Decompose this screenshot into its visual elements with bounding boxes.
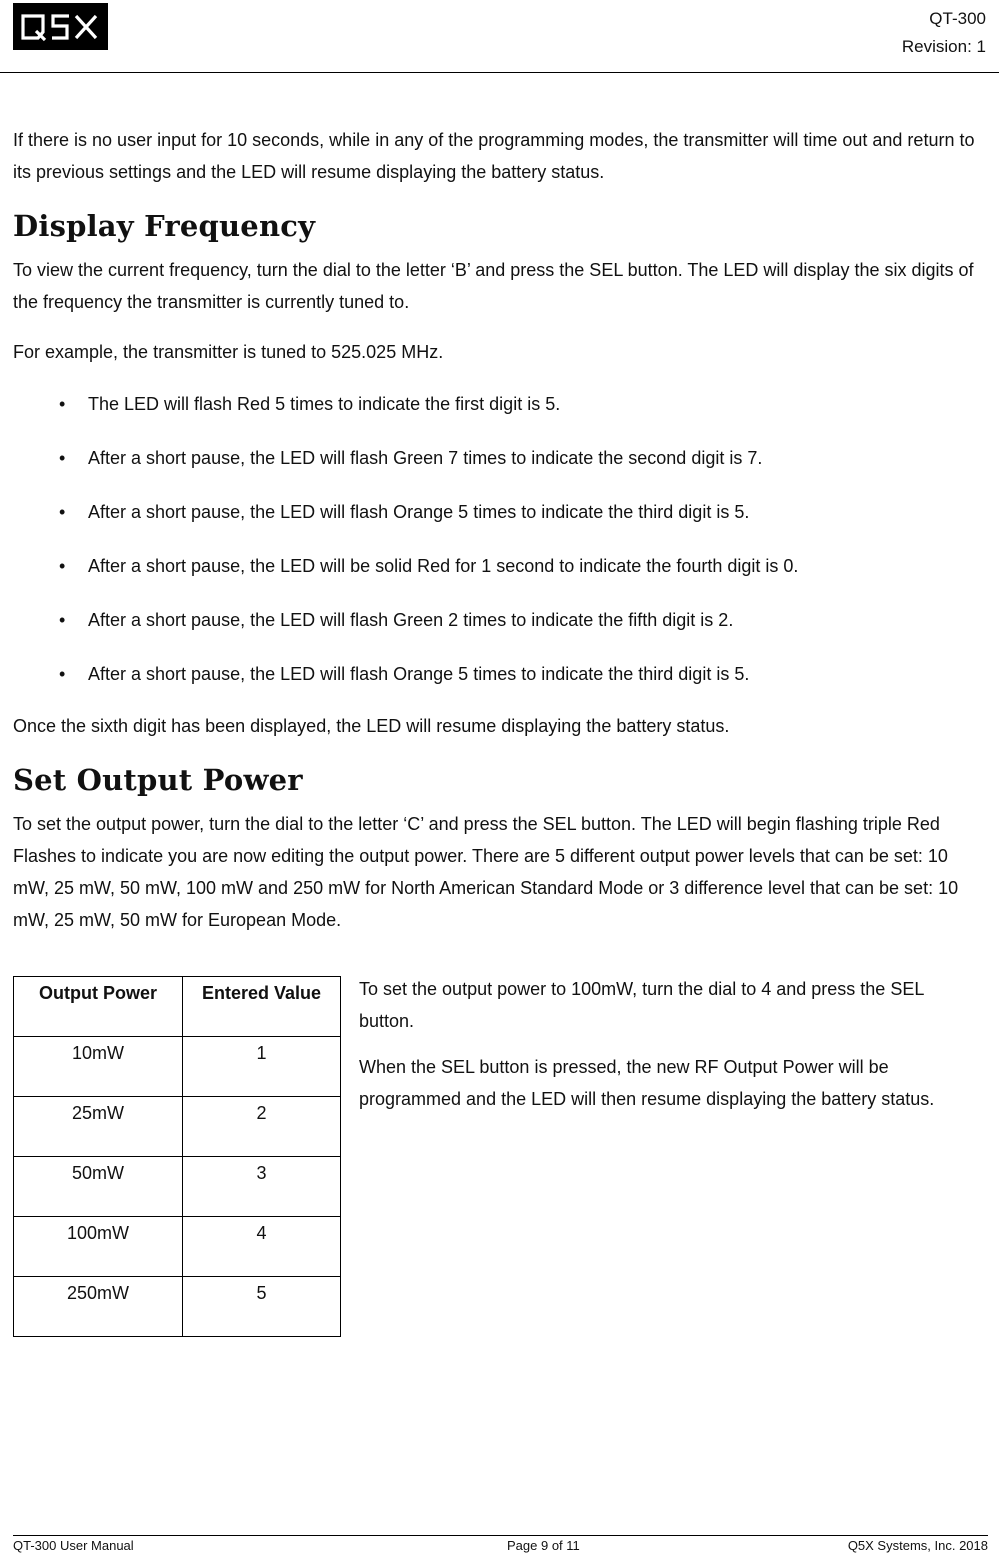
table-row [14, 1037, 341, 1097]
output-power-cell: 50mW [14, 1157, 183, 1217]
bullet-icon: • [59, 394, 66, 414]
footer-manual-title: QT-300 User Manual [13, 1538, 134, 1553]
footer-divider [13, 1535, 988, 1536]
header-divider [0, 72, 999, 73]
column-header-output-power: Output Power [14, 977, 183, 1037]
bullet-icon: • [59, 448, 66, 468]
output-power-table [13, 976, 341, 1337]
bullet-icon: • [59, 556, 66, 576]
model-number: QT-300 [929, 9, 986, 28]
side-paragraph-2: When the SEL button is pressed, the new RF Output Power will be programmed and the LED will then resume displaying the battery status. [359, 1057, 935, 1109]
q5x-logo [13, 3, 108, 50]
table-header-row [14, 977, 341, 1037]
document-id [902, 5, 986, 61]
list-item: • After a short pause, the LED will flash Orange 5 times to indicate the third digit is 5. [13, 496, 988, 528]
table-row [14, 1277, 341, 1337]
bullet-icon: • [59, 502, 66, 522]
footer-page-number: Page 9 of 11 [507, 1538, 580, 1553]
footer-copyright: Q5X Systems, Inc. 2018 [847, 1538, 988, 1553]
entered-value-cell: 1 [183, 1037, 341, 1097]
table-row [14, 1157, 341, 1217]
intro-paragraph: If there is no user input for 10 seconds, while in any of the programming modes, the transmitter will time out and return to its previous settings and the LED will resume displaying the battery status. [13, 130, 975, 182]
page-content [13, 124, 988, 1306]
set-output-power-heading: Set Output Power [13, 763, 303, 797]
display-frequency-para1: To view the current frequency, turn the dial to the letter ‘B’ and press the SEL button. The LED will display the six digits of the frequency the transmitter is currently tuned to. [13, 260, 974, 312]
bullet-icon: • [59, 664, 66, 684]
list-item: • After a short pause, the LED will be solid Red for 1 second to indicate the fourth digit is 0. [13, 550, 988, 582]
list-item: • The LED will flash Red 5 times to indicate the first digit is 5. [13, 388, 988, 420]
bullet-icon: • [59, 610, 66, 630]
output-power-section [13, 976, 988, 1306]
set-output-power-para1: To set the output power, turn the dial to the letter ‘C’ and press the SEL button. The LED will begin flashing triple Red Flashes to indicate you are now editing the output power. There are 5 different output power levels that can be set: 10 mW, 25 mW, 50 mW, 100 mW and 250 mW for North American Standard Mode or 3 difference level that can be set: 10 mW, 25 mW, 50 mW for European Mode. [13, 814, 959, 930]
output-power-cell: 10mW [14, 1037, 183, 1097]
output-power-cell: 100mW [14, 1217, 183, 1277]
entered-value-cell: 5 [183, 1277, 341, 1337]
list-item: • After a short pause, the LED will flash Green 7 times to indicate the second digit is 7. [13, 442, 988, 474]
entered-value-cell: 4 [183, 1217, 341, 1277]
entered-value-cell: 3 [183, 1157, 341, 1217]
list-item: • After a short pause, the LED will flash Green 2 times to indicate the fifth digit is 2. [13, 604, 988, 636]
side-paragraph-1: To set the output power to 100mW, turn the dial to 4 and press the SEL button. [359, 979, 924, 1031]
display-frequency-para2: For example, the transmitter is tuned to 525.025 MHz. [13, 342, 444, 362]
display-frequency-closing: Once the sixth digit has been displayed, the LED will resume displaying the battery status. [13, 716, 730, 736]
entered-value-cell: 2 [183, 1097, 341, 1157]
revision-label: Revision: 1 [901, 37, 986, 56]
frequency-bullet-list [13, 388, 988, 690]
list-item: • After a short pause, the LED will flash Orange 5 times to indicate the third digit is 5. [13, 658, 988, 690]
output-power-instructions [359, 973, 979, 1129]
column-header-entered-value: Entered Value [183, 977, 341, 1037]
display-frequency-heading: Display Frequency [13, 209, 316, 243]
output-power-cell: 25mW [14, 1097, 183, 1157]
table-row [14, 1097, 341, 1157]
output-power-cell: 250mW [14, 1277, 183, 1337]
page-header [0, 0, 999, 74]
table-row [14, 1217, 341, 1277]
